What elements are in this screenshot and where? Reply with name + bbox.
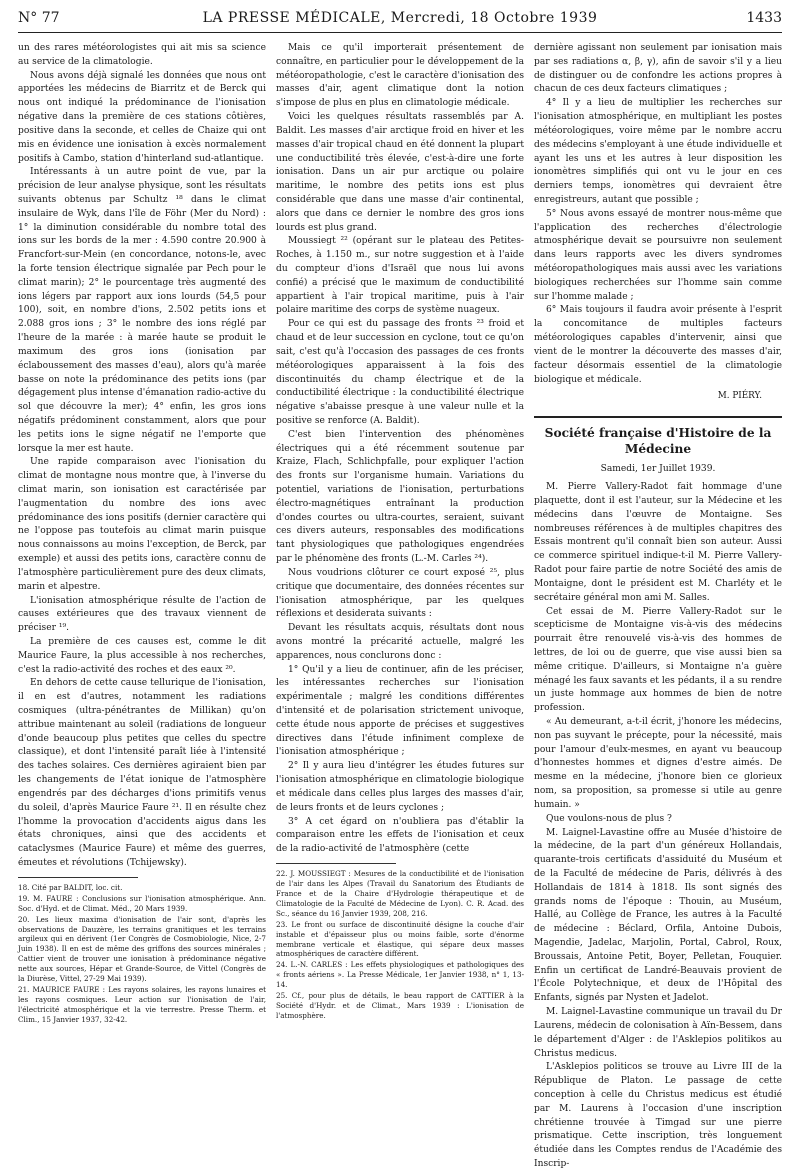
footnote-divider: [18, 877, 138, 878]
paragraph: 2° Il y aura lieu d'intégrer les études futures sur l'ionisation atmosphérique en climatologie biologique et médicale dans celles plus larges des masses d'air, de leurs fronts et de leurs cyclones ;: [276, 761, 524, 813]
footnote: 24. L.-N. CARLES : Les effets physiologiques et pathologiques des « fronts aériens ». La Presse Médicale, 1er Janvier 1938, n° 1, 13-14.: [276, 960, 524, 990]
paragraph: Nous voudrions clôturer ce court exposé ²⁵, plus critique que documentaire, des données récentes sur l'ionisation atmosphérique, par les quelques réflexions et desiderata suivants :: [276, 567, 524, 620]
page-header: [18, 6, 782, 33]
paragraph: La première de ces causes est, comme le dit Maurice Faure, la plus accessible à nos recherches, c'est la radio-activité des roches et des eaux ²⁰.: [18, 636, 266, 675]
paragraph: M. Laignel-Lavastine communique un travail du Dr Laurens, médecin de colonisation à Aïn-Bessem, dans le département d'Alger : de l'Asklepios politikos au Christus medicus.: [534, 1007, 782, 1059]
paragraph: M. Laignel-Lavastine offre au Musée d'histoire de la médecine, de la part d'un généreux Hollandais, quarante-trois certificats d'assiduité du Muséum et de la Faculté de médecine de Paris, délivrés à des Hollandais de 1814 à 1818. Ils sont signés des grands noms de l'époque : Thouin, au Muséum, Hallé, au Collège de France, les autres à la Faculté de médecine : Béclard, Orfila, Antoine Dubois, Magendie, Jadelac, Marjolin, Portal, Cabrol, Roux, Broussais, Antoine Petit, Boyer, Pelletan, Fouquier. Enfin un certificat de Landré-Beauvais provient de l'École Polytechnique, et deux de l'Hôpital des Enfants, signés par Nysten et Jadelot.: [534, 827, 782, 1004]
paragraph: dernière agissant non seulement par ionisation mais par ses radiations α, β, γ), afin de savoir s'il y a lieu de distinguer ou de confondre les actions propres à chacun de ces deux facteurs climatiques ;: [534, 43, 782, 95]
paragraph: M. Pierre Vallery-Radot fait hommage d'une plaquette, dont il est l'auteur, sur la Médecine et les médecins dans l'œuvre de Montaigne. Ses nombreuses références à de multiples chapitres des Essais montrent qu'il connaît bien son auteur. Aussi ce commerce spirituel indique-t-il M. Pierre Vallery-Radot pour faire partie de notre Société des amis de Montaigne, dont le président est M. Charléty et le secrétaire général mon ami M. Salles.: [534, 482, 782, 603]
issue-number: N° 77: [18, 10, 60, 26]
paragraph: Mais ce qu'il importerait présentement de connaître, en particulier pour le développement de la météoropathologie, c'est le caractère d'ionisation des masses d'air, agent climatique dont la notion s'impose de plus en plus en climatologie médicale.: [276, 43, 524, 109]
paragraph: C'est bien l'intervention des phénomènes électriques qui a été récemment soutenue par Kraize, Flach, Schlichpfalle, pour expliquer l'action des fronts sur l'organisme humain. Variations du potentiel, variations de l'ionisation, perturbations électro-magnétiques entraînant la production d'ondes courtes ou ultra-courtes, seraient, suivant ces divers auteurs, responsables des modifications tant physiologiques que pathologiques engendrées par le phénomène des fronts (L.-M. Carles ²⁴).: [276, 429, 524, 565]
author-signature: M. PIÉRY.: [717, 391, 762, 402]
journal-title: LA PRESSE MÉDICALE, Mercredi, 18 Octobre 1939: [202, 10, 598, 26]
paragraph: Cet essai de M. Pierre Vallery-Radot sur le scepticisme de Montaigne vis-à-vis des médecins pourrait être renouvelé vis-à-vis des hommes de lettres, de loi ou de guerre, que vise aussi bien sa même critique. D'ailleurs, si Montaigne n'a guère ménagé les faux savants et les pédants, il a su rendre un juste hommage aux hommes de bien de notre profession.: [534, 606, 782, 714]
paragraph: un des rares météorologistes qui ait mis sa science au service de la climatologie.: [18, 43, 266, 67]
paragraph: Moussiegt ²² (opérant sur le plateau des Petites-Roches, à 1.150 m., sur notre suggestion et à l'aide du compteur d'ions d'Israël que nous lui avons confié) a précisé que le maximum de conductibilité appartient à l'air tropical maritime, puis à l'air polaire maritime des corps de système nuageux.: [276, 236, 524, 316]
footnotes: [276, 869, 524, 1021]
paragraph: Nous avons déjà signalé les données que nous ont apportées les médecins de Biarritz et de Berck qui nous ont indiqué la prédominance de l'ionisation négative dans la première de ces stations côtières, positive dans la seconde, et celles de Chaize qui ont mis en évidence une ionisation à excès normalement positifs à Cambo, station d'hinterland sud-atlantique.: [18, 70, 266, 164]
footnote: 22. J. MOUSSIEGT : Mesures de la conductibilité et de l'ionisation de l'air dans les Alpes (Travail du Sanatorium des Étudiants de France et de la Chaire d'Hydrologie thérapeutique et de Climatologie de la Faculté de Médecine de Lyon). C. R. Acad. des Sc., séance du 16 Janvier 1939, 208, 216.: [276, 868, 524, 918]
paragraph: L'Asklepios politicos se trouve au Livre III de la République de Platon. Le passage de cette conception à celle du Christus medicus est étudié par M. Laurens à l'occasion d'une inscription chrétienne trouvée à Timgad sur une pierre prismatique. Cette inscription, très longuement étudiée dans les Comptes rendus de l'Académie des Inscrip-: [534, 1062, 782, 1170]
paragraph: Pour ce qui est du passage des fronts ²³ froid et chaud et de leur succession en cyclone, tout ce qu'on sait, c'est qu'à l'occasion des passages de ces fronts météorologiques apparaissent à la fois des discontinuités du champ électrique et de la conductibilité électrique : la conductibilité électrique négative s'abaisse presque à une valeur nulle et la positive se renforce (A. Baldit).: [276, 319, 524, 426]
page-number: 1433: [746, 10, 782, 26]
paragraph: Que voulons-nous de plus ?: [546, 813, 672, 824]
paragraph: 4° Il y a lieu de multiplier les recherches sur l'ionisation atmosphérique, en multipliant les postes météorologiques, voire même par le nombre accru des médecins s'employant à une étude individuelle et ayant les uns et les autres à leur disposition les ionomètres simplifiés qui ont vu le jour en ces derniers temps, ionomètres qui devraient être enregistreurs, autant que possible ;: [534, 98, 782, 205]
section-title: Société française d'Histoire de la Médecine: [544, 425, 772, 456]
footnotes: [18, 883, 266, 1025]
paragraph: « Au demeurant, a-t-il écrit, j'honore les médecins, non pas suyvant le précepte, pour la nécessité, mais pour l'amour d'eulx-mesmes, en ayant vu beaucoup d'honnestes hommes et dignes d'estre aimés. De mesme en la médecine, j'honore bien ce glorieux nom, sa proposition, sa promesse si utile au genre humain. »: [534, 717, 782, 810]
paragraph: 5° Nous avons essayé de montrer nous-même que l'application des recherches d'électrologie atmosphérique devait se poursuivre non seulement dans leurs rapports avec les divers syndromes météoropathologiques mais aussi avec les variations biologiques recherchées sur l'homme sain comme sur l'homme malade ;: [534, 208, 782, 302]
column-middle: [276, 42, 524, 1072]
paragraph: Devant les résultats acquis, résultats dont nous avons montré la précarité actuelle, malgré les apparences, nous conclurons donc :: [276, 623, 524, 661]
column-left: [18, 42, 266, 1072]
footnote: 21. MAURICE FAURE : Les rayons solaires, les rayons lunaires et les rayons cosmiques. Leur action sur l'ionisation de l'air, l'électricité atmosphérique et la vie terrestre. Presse Therm. et Clim., 15 Janvier 1937, 32-42.: [18, 985, 266, 1024]
column-right: [534, 42, 782, 1170]
paragraph: 1° Qu'il y a lieu de continuer, afin de les préciser, les intéressantes recherches sur l'ionisation expérimentale ; malgré les conditions différentes d'intensité et de polarisation strictement univoque, cette étude nous apporte de précises et suggestives directives dans l'étude infiniment complexe de l'ionisation atmosphérique ;: [276, 664, 524, 758]
footnote: 25. Cf., pour plus de détails, le beau rapport de CATTIER à la Société d'Hydr. et de Climat., Mars 1939 : L'ionisation de l'atmosphère.: [276, 991, 524, 1021]
paragraph: 3° A cet égard on n'oubliera pas d'établir la comparaison entre les effets de l'ionisation et ceux de la radio-activité de l'atmosphère (cette: [276, 816, 524, 855]
footnote: 19. M. FAURE : Conclusions sur l'ionisation atmosphérique. Ann. Soc. d'Hyd. et de Climat. Méd., 20 Mars 1939.: [18, 893, 266, 913]
paragraph: L'ionisation atmosphérique résulte de l'action de causes extérieures que des travaux viennent de préciser ¹⁹.: [18, 595, 266, 634]
footnote-divider: [276, 863, 396, 864]
paragraph: Une rapide comparaison avec l'ionisation du climat de montagne nous montre que, à l'inverse du climat marin, son ionisation est caractérisée par l'augmentation du nombre des ions avec prédominance des ions positifs (dernier caractère qui ne l'oppose pas toutefois au climat marin puisque nous connaissons au moins l'exception, de Berck, par exemple) et aussi des petits ions, caractère connu de l'atmosphère particulièrement pure des deux climats, marin et alpestre.: [18, 457, 266, 592]
section-date: Samedi, 1er Juillet 1939.: [600, 464, 716, 475]
footnote: 20. Les lieux maxima d'ionisation de l'air sont, d'après les observations de Dauzère, les terrains granitiques et les terrains argileux qui en dérivent (1er Congrès de Cosmobiologie, Nice, 2-7 Juin 1938). Il en est de même des griffons des sources minérales ; Cattier vient de trouver une ionisation à prédominance négative nette aux sources, Hépar et Grande-Source, de Vittel (Congrès de la Diurèse, Vittel, 27-29 Mai 1939).: [18, 914, 266, 984]
section-divider: [534, 416, 782, 418]
paragraph: 6° Mais toujours il faudra avoir présente à l'esprit la concomitance de multiples facteurs météorologiques capables d'intervenir, ainsi que vient de le montrer la découverte des masses d'air, facteur désormais essentiel de la climatologie biologique et médicale.: [534, 305, 782, 385]
paragraph: Voici les quelques résultats rassemblés par A. Baldit. Les masses d'air arctique froid en hiver et les masses d'air tropical chaud en été donnent la plupart une conductibilité très élevée, c'est-à-dire une forte ionisation. Dans un air pur arctique ou polaire maritime, le nombre des petits ions est plus considérable que dans une masse d'air continental, alors que dans ce dernier le nombre des gros ions lourds est plus grand.: [276, 112, 524, 233]
footnote: 18. Cité par BALDIT, loc. cit.: [18, 882, 123, 892]
footnote: 23. Le front ou surface de discontinuité désigne la couche d'air instable et d'épaisseur plus ou moins faible, sorte d'énorme membrane verticale et élastique, qui sépare deux masses atmosphériques de caractère différent.: [276, 919, 524, 959]
paragraph: Intéressants à un autre point de vue, par la précision de leur analyse physique, sont les résultats suivants obtenus par Schultz ¹⁸ dans le climat insulaire de Wyk, dans l'île de Föhr (Mer du Nord) : 1° la diminution considérable du nombre total des ions sur les bords de la mer : 4.590 contre 20.900 à Francfort-sur-Mein (en concordance, notons-le, avec la forte tension électrique signalée par Pech pour le climat marin); 2° le pourcentage très augmenté des ions légers par rapport aux ions lourds (54,5 pour 100), soit, en nombre d'ions, 2.502 petits ions et 2.088 gros ions ; 3° le nombre des ions réglé par l'heure de la marée : à marée haute se produit le maximum des gros ions (ionisation par éclaboussement des masses d'eau), alors qu'à marée basse on note la prédominance des petits ions (par dégagement plus intense d'émanation radio-active du sol que découvre la mer); 4° enfin, les gros ions négatifs prédominent constamment, alors que pour les petits ions le signe négatif ne l'emporte que lorsque la mer est haute.: [18, 167, 266, 454]
paragraph: En dehors de cette cause tellurique de l'ionisation, il en est d'autres, notamment les radiations cosmiques (ultra-pénétrantes de Millikan) qu'on attribue maintenant au soleil (radiations de longueur d'onde beaucoup plus petites que celles du spectre classique), et dont l'intensité paraît liée à l'intensité des taches solaires. Ces dernières agiraient bien par les changements de l'état ionique de l'atmosphère engendrés par des décharges d'ions primitifs venus du soleil, d'après Maurice Faure ²¹. Il en résulte chez l'homme la provocation d'accidents aigus dans les états chroniques, ainsi que des accidents et cataclysmes (Maurice Faure) et même des guerres, émeutes et révolutions (Tchijewsky).: [18, 678, 266, 868]
